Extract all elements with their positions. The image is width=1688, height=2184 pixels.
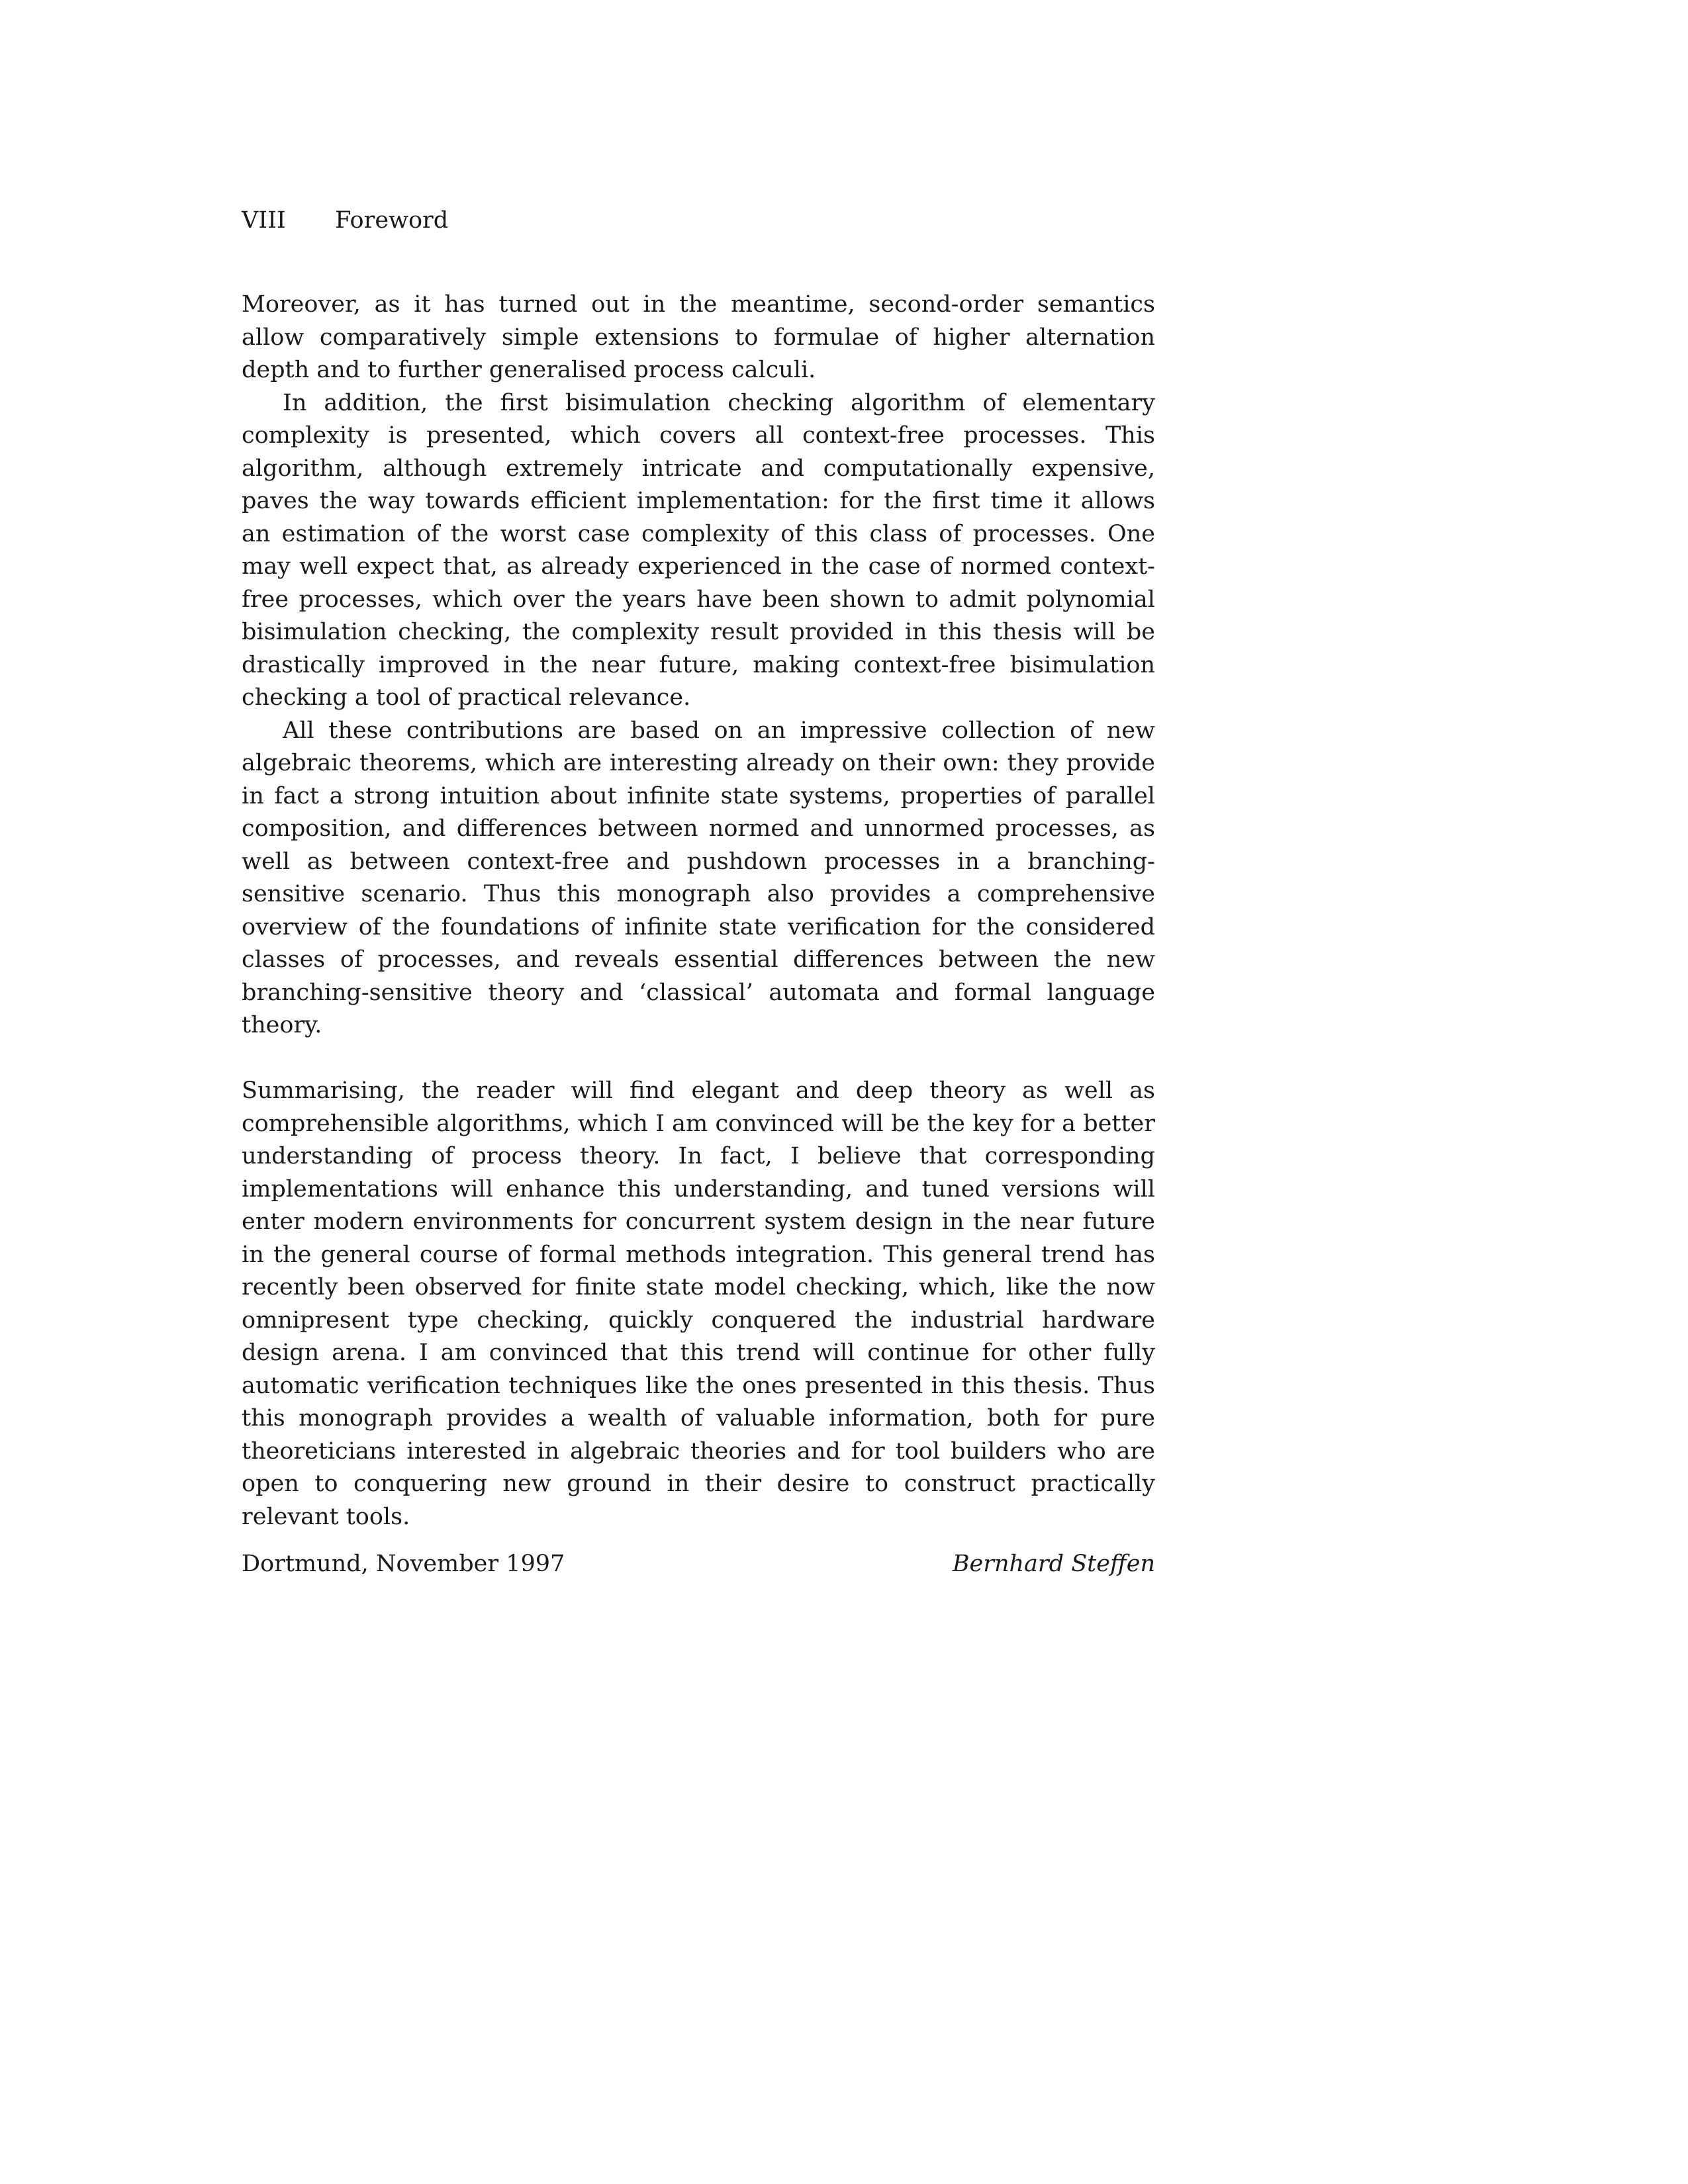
- paragraph-3: All these contributions are based on an impressive collection of new algebraic theorems, which are interesting already on their own: they provide in fact a strong intuition about infinite state systems, properties of parallel composition, and differences between normed and unnormed processes, as well as between context-free and pushdown processes in a branching-sensitive scenario. Thus this monograph also provides a comprehensive overview of the foundations of infinite state verification for the considered classes of processes, and reveals essential differences between the new branching-sensitive theory and ‘classical’ automata and formal language theory.: [242, 717, 1155, 1038]
- foreword-body: [242, 289, 1155, 1581]
- chapter-title: Foreword: [335, 207, 449, 234]
- signature-line: [242, 1548, 1155, 1581]
- author-name: Bernhard Steffen: [952, 1551, 1155, 1577]
- paragraph-1: Moreover, as it has turned out in the meantime, second-order semantics allow comparatively simple extensions to formulae of higher alternation depth and to further generalised process calculi.: [242, 291, 1155, 383]
- running-head: [242, 204, 1155, 237]
- place-date: Dortmund, November 1997: [242, 1551, 565, 1577]
- paragraph-4: Summarising, the reader will find elegant and deep theory as well as comprehensible algorithms, which I am convinced will be the key for a better understanding of process theory. In fact, I believe that corresponding implementations will enhance this understanding, and tuned versions will enter modern environments for concurrent system design in the near future in the general course of formal methods integration. This general trend has recently been observed for finite state model checking, which, like the now omnipresent type checking, quickly conquered the industrial hardware design arena. I am convinced that this trend will continue for other fully automatic verification techniques like the ones presented in this thesis. Thus this monograph provides a wealth of valuable information, both for pure theoreticians interested in algebraic theories and for tool builders who are open to conquering new ground in their desire to construct practically relevant tools.: [242, 1077, 1155, 1530]
- page-number: VIII: [242, 207, 286, 234]
- paragraph-2: In addition, the first bisimulation checking algorithm of elementary complexity is presented, which covers all context-free processes. This algorithm, although extremely intricate and computationally expensive, paves the way towards efficient implementation: for the first time it allows an estimation of the worst case complexity of this class of processes. One may well expect that, as already experienced in the case of normed context-free processes, which over the years have been shown to admit polynomial bisimulation checking, the complexity result provided in this thesis will be drastically improved in the near future, making context-free bisimulation checking a tool of practical relevance.: [242, 389, 1155, 711]
